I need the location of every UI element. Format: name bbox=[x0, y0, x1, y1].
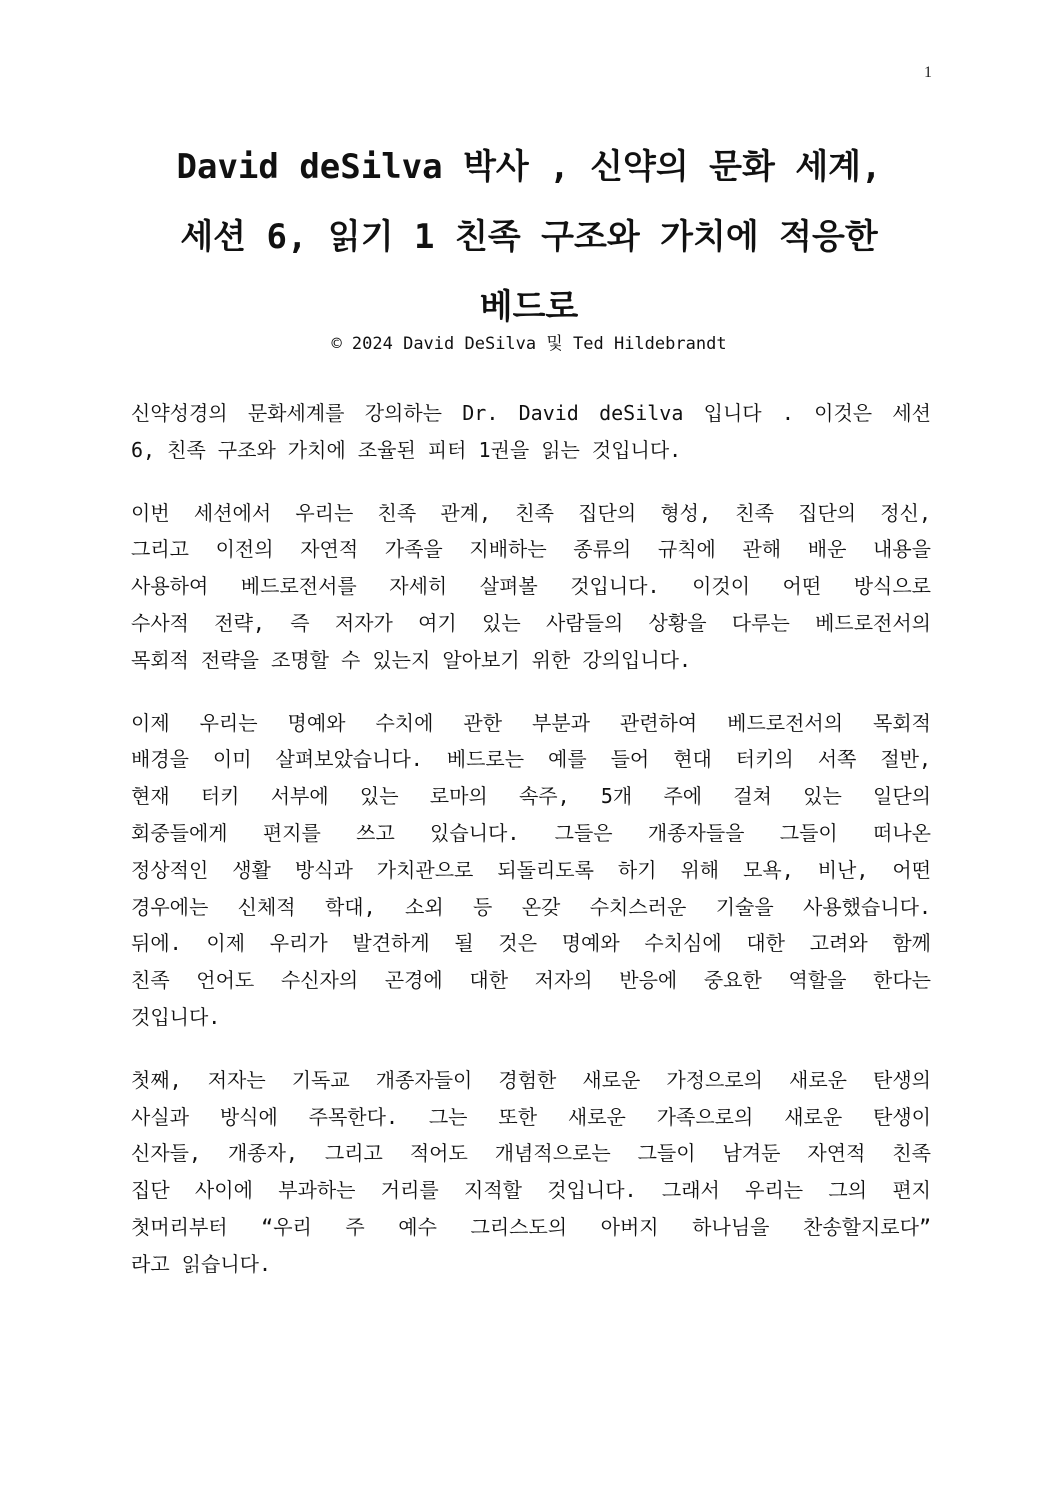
text-line: 경우에는 신체적 학대, 소외 등 온갖 수치스러운 기술을 사용했습니다. bbox=[131, 894, 931, 919]
body-text bbox=[131, 395, 931, 1309]
text-line: 목회적 전략을 조명할 수 있는지 알아보기 위한 강의입니다. bbox=[131, 647, 692, 672]
text-line: 집단 사이에 부과하는 거리를 지적할 것입니다. 그래서 우리는 그의 편지 bbox=[131, 1178, 931, 1203]
text-line: 배경을 이미 살펴보았습니다. 베드로는 예를 들어 현대 터키의 서쪽 절반, bbox=[131, 747, 931, 772]
paragraph bbox=[131, 1062, 931, 1283]
text-line: 사용하여 베드로전서를 자세히 살펴볼 것입니다. 이것이 어떤 방식으로 bbox=[131, 574, 931, 599]
text-line: 친족 언어도 수신자의 곤경에 대한 저자의 반응에 중요한 역할을 한다는 bbox=[131, 968, 931, 993]
title-line: 세션 6, 읽기 1 친족 구조와 가치에 적응한 bbox=[180, 217, 878, 257]
text-line: 6, 친족 구조와 가치에 조율된 피터 1권을 읽는 것입니다. bbox=[131, 437, 682, 462]
paragraph bbox=[131, 395, 931, 469]
text-line: 뒤에. 이제 우리가 발견하게 될 것은 명예와 수치심에 대한 고려와 함께 bbox=[131, 931, 931, 956]
copyright-notice: © 2024 David DeSilva 및 Ted Hildebrandt bbox=[331, 334, 727, 354]
text-line: 현재 터키 서부에 있는 로마의 속주, 5개 주에 걸쳐 있는 일단의 bbox=[131, 784, 931, 809]
text-line: 이제 우리는 명예와 수치에 관한 부분과 관련하여 베드로전서의 목회적 bbox=[131, 710, 931, 735]
text-line: 정상적인 생활 방식과 가치관으로 되돌리도록 하기 위해 모욕, 비난, 어떤 bbox=[131, 857, 931, 882]
text-line: 첫째, 저자는 기독교 개종자들이 경험한 새로운 가정으로의 새로운 탄생의 bbox=[131, 1067, 931, 1092]
text-line: 사실과 방식에 주목한다. 그는 또한 새로운 가족으로의 새로운 탄생이 bbox=[131, 1104, 931, 1129]
text-line: 수사적 전략, 즉 저자가 여기 있는 사람들의 상황을 다루는 베드로전서의 bbox=[131, 610, 931, 635]
text-line: 첫머리부터 “우리 주 예수 그리스도의 아버지 하나님을 찬송할지로다” bbox=[131, 1214, 931, 1239]
text-line: 것입니다. bbox=[131, 1004, 221, 1029]
paragraph bbox=[131, 705, 931, 1036]
page-number: 1 bbox=[924, 64, 932, 81]
title-line: David deSilva 박사 , 신약의 문화 세계, bbox=[176, 147, 882, 187]
title-line: 베드로 bbox=[479, 287, 579, 327]
text-line: 이번 세션에서 우리는 친족 관계, 친족 집단의 형성, 친족 집단의 정신, bbox=[131, 500, 931, 525]
text-line: 신약성경의 문화세계를 강의하는 Dr. David deSilva 입니다 . 이것은 세션 bbox=[131, 401, 931, 425]
paragraph bbox=[131, 495, 931, 679]
text-line: 라고 읽습니다. bbox=[131, 1251, 272, 1276]
text-line: 그리고 이전의 자연적 가족을 지배하는 종류의 규칙에 관해 배운 내용을 bbox=[131, 537, 931, 562]
text-line: 회중들에게 편지를 쓰고 있습니다. 그들은 개종자들을 그들이 떠나온 bbox=[131, 820, 931, 845]
text-line: 신자들, 개종자, 그리고 적어도 개념적으로는 그들이 남겨둔 자연적 친족 bbox=[131, 1141, 931, 1166]
document-title bbox=[100, 132, 958, 342]
